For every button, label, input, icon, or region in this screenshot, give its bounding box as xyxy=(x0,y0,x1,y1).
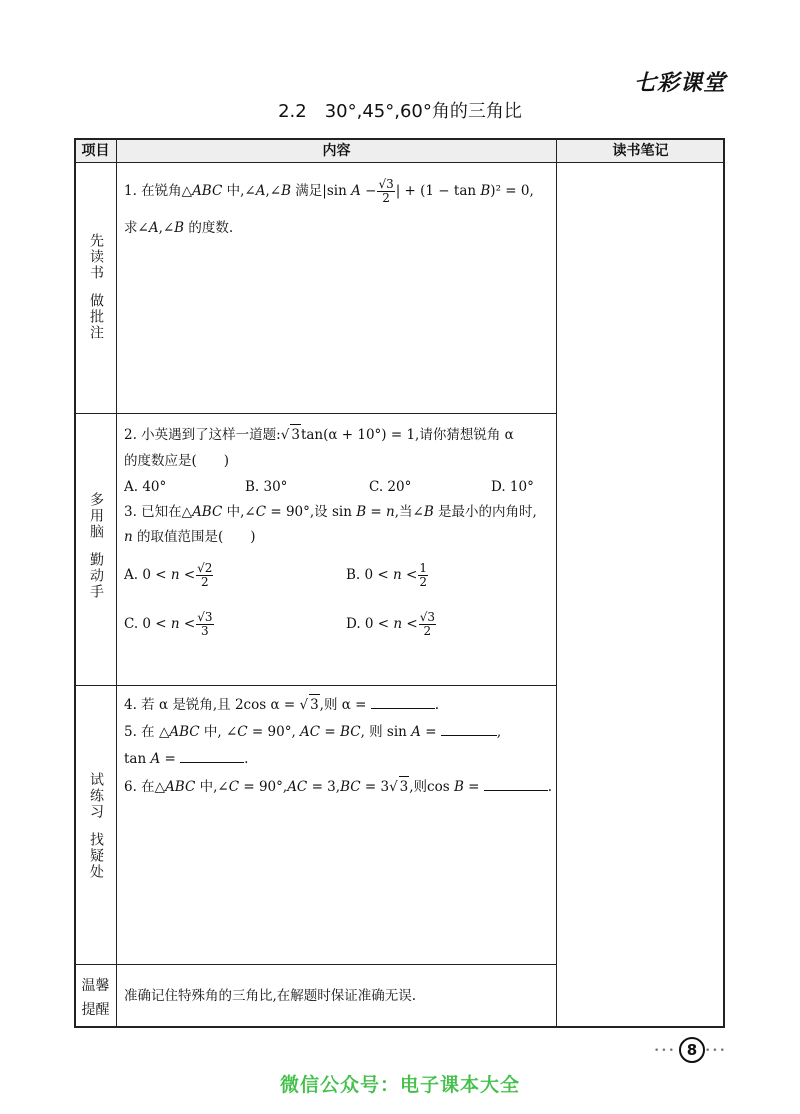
question-2-line-2: 的度数应是( ) xyxy=(124,453,230,469)
table-header-divider xyxy=(74,162,725,163)
tip-text: 准确记住特殊角的三角比,在解题时保证准确无误. xyxy=(124,988,417,1004)
question-5-line-2: tan A = . xyxy=(124,751,249,767)
page-dots-left: ••• xyxy=(654,1046,676,1056)
answer-blank[interactable] xyxy=(484,777,548,791)
question-2-option-a: A. 40° xyxy=(124,479,167,495)
section-divider-2 xyxy=(74,685,557,686)
answer-blank[interactable] xyxy=(441,722,497,736)
section-label-tip-b: 提醒 xyxy=(81,1002,110,1018)
question-2-option-d: D. 10° xyxy=(491,479,534,495)
table-col-divider-2 xyxy=(556,138,557,1028)
question-3-option-a: A. 0 < n < $\frac{√2}{2}$ xyxy=(124,561,213,589)
watermark-text: 微信公众号：电子课本大全 xyxy=(279,1074,520,1096)
question-3-option-b: B. 0 < n < $\frac{1}{2}$ xyxy=(346,561,427,589)
brand-logo: 七彩课堂 xyxy=(634,70,727,96)
question-2-option-c: C. 20° xyxy=(369,479,412,495)
answer-blank[interactable] xyxy=(371,695,435,709)
page-number: 8 xyxy=(679,1037,705,1063)
fraction: $\frac{√3}{2}$ xyxy=(378,177,394,205)
section-label-think-b: 勤动手 xyxy=(88,552,104,600)
answer-blank[interactable] xyxy=(180,749,244,763)
question-3-line-2: n 的取值范围是( ) xyxy=(124,529,256,545)
section-divider-1 xyxy=(74,413,557,414)
section-label-tip-a: 温馨 xyxy=(81,978,110,994)
header-content: 内容 xyxy=(322,143,351,159)
question-2-line-1: 2. 小英遇到了这样一道题:√ 3tan(α + 10°) = 1,请你猜想锐角 α xyxy=(124,424,514,445)
section-divider-3 xyxy=(74,964,557,965)
section-label-practice-b: 找疑处 xyxy=(88,832,104,880)
section-label-practice xyxy=(74,772,117,880)
section-label-read xyxy=(74,233,117,341)
question-3-line-1: 3. 已知在△ABC 中,∠C = 90°,设 sin B = n,当∠B 是最小的内角时, xyxy=(124,504,537,520)
question-3-option-d: D. 0 < n < $\frac{√3}{2}$ xyxy=(346,610,436,638)
header-notes: 读书笔记 xyxy=(612,143,669,159)
section-label-think xyxy=(74,492,117,600)
section-label-read-a: 先读书 xyxy=(88,233,104,281)
question-1-line-1: 1. 在锐角△ABC 中,∠A,∠B 满足|sin A − $\frac{√3}{2}$ | + (1 − tan B)² = 0, xyxy=(124,177,534,205)
page-title: 2.2 30°,45°,60°角的三角比 xyxy=(278,101,522,122)
question-6: 6. 在△ABC 中,∠C = 90°,AC = 3,BC = 3√ 3,则cos B = . xyxy=(124,776,552,797)
section-label-practice-a: 试练习 xyxy=(88,772,104,820)
header-project: 项目 xyxy=(81,143,110,159)
question-4: 4. 若 α 是锐角,且 2cos α = √ 3,则 α = . xyxy=(124,694,439,715)
question-1-line-2: 求∠A,∠B 的度数. xyxy=(124,220,234,236)
question-5-line-1: 5. 在 △ABC 中, ∠C = 90°, AC = BC, 则 sin A = , xyxy=(124,724,502,740)
section-label-tip xyxy=(74,974,117,1022)
table-border-right xyxy=(723,138,725,1028)
question-3-option-c: C. 0 < n < $\frac{√3}{3}$ xyxy=(124,610,213,638)
table-border-bottom xyxy=(74,1026,725,1028)
section-label-read-b: 做批注 xyxy=(88,293,104,341)
page-dots-right: ••• xyxy=(705,1046,727,1056)
question-2-option-b: B. 30° xyxy=(245,479,288,495)
section-label-think-a: 多用脑 xyxy=(88,492,104,540)
